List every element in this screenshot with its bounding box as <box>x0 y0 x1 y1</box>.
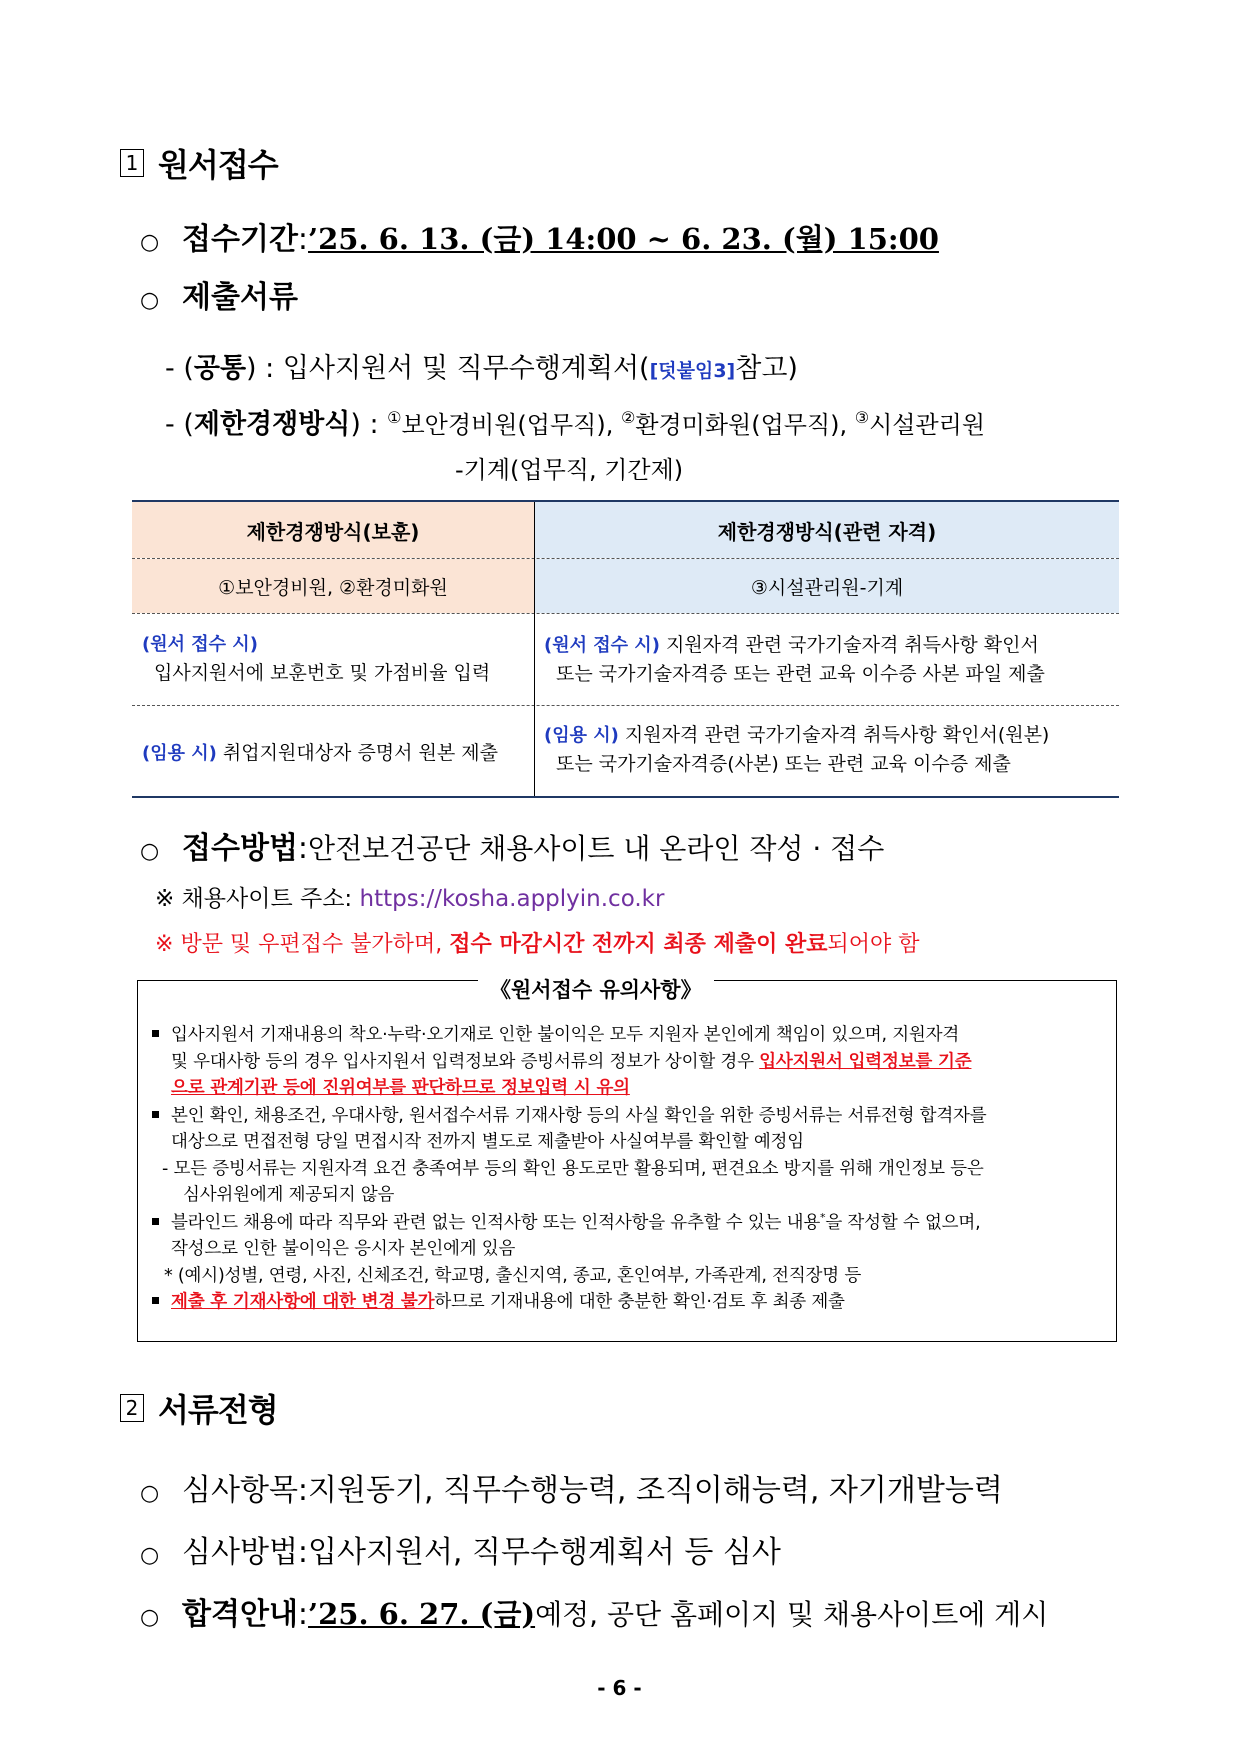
row1-left-text: 입사지원서에 보훈번호 및 가점비율 입력 <box>154 662 491 684</box>
table-header-right: 제한경쟁방식(관련 자격) <box>535 502 1119 558</box>
row1-right-text2: 또는 국가기술자격증 또는 관련 교육 이수증 사본 파일 제출 <box>556 663 1045 685</box>
square-bullet-icon <box>152 1297 159 1304</box>
restricted-item-3: 시설관리원 <box>869 411 986 439</box>
sup-1: ① <box>387 408 402 427</box>
section-number-box: 2 <box>120 1394 144 1422</box>
docs-common-tail: 참고) <box>735 353 798 384</box>
period-line <box>140 214 939 258</box>
method-colon: : <box>297 831 309 866</box>
docs-restricted-label: 제한경쟁방식 <box>193 409 351 440</box>
row2-left-text: 취업지원대상자 증명서 원본 제출 <box>216 742 499 764</box>
row1-left-tag: (원서 접수 시) <box>142 634 258 655</box>
notice-highlight: 으로 관계기관 등에 진위여부를 판단하므로 정보입력 시 유의 <box>171 1078 630 1098</box>
notice-text: 작성으로 인한 불이익은 응시자 본인에게 있음 <box>171 1239 516 1259</box>
table-vertical-rule <box>534 502 535 796</box>
notice-highlight: 입사지원서 입력정보를 기준 <box>759 1052 972 1072</box>
notice-text: 심사위원에게 제공되지 않음 <box>183 1185 395 1205</box>
notice-line <box>152 1209 980 1234</box>
notice-text: - 모든 증빙서류는 지원자격 요건 충족여부 등의 확인 용도로만 활용되며, 편견요소 방지를 위해 개인정보 등은 <box>162 1159 984 1179</box>
row2-right-text2: 또는 국가기술자격증(사본) 또는 관련 교육 이수증 제출 <box>556 753 1011 775</box>
method-value: 안전보건공단 채용사이트 내 온라인 작성 · 접수 <box>308 832 885 865</box>
notice-line <box>152 1102 986 1127</box>
section-number-box: 1 <box>120 149 144 177</box>
sup-2: ② <box>620 408 636 427</box>
notice-line <box>152 1288 845 1313</box>
review-method-value: 입사지원서, 직무수행계획서 등 심사 <box>308 1535 781 1570</box>
notice-line <box>152 1021 959 1046</box>
restricted-item-1: 보안경비원(업무직), <box>401 411 621 439</box>
table-divider <box>132 613 1119 614</box>
notice-text: 블라인드 채용에 따라 직무와 관련 없는 인적사항 또는 인적사항을 유추할 수 있는 내용 <box>171 1213 821 1233</box>
notice-title: 《원서접수 유의사항》 <box>478 975 714 1005</box>
site-label: 채용사이트 주소: <box>181 886 360 912</box>
docs-common-prefix: - ( <box>165 353 194 384</box>
docs-common-line <box>165 346 798 385</box>
note-mark: ※ <box>155 886 182 912</box>
method-line <box>140 823 884 867</box>
docs-restricted-colon: ) : <box>350 409 388 440</box>
docs-restricted-line2: -기계(업무직, 기간제) <box>455 456 684 484</box>
row2-right-cell <box>544 720 1049 776</box>
warning-pre: 방문 및 우편접수 불가하며, <box>180 932 450 957</box>
note-mark: ※ <box>155 932 181 957</box>
row1-right-tag: (원서 접수 시) <box>544 635 660 656</box>
table-divider <box>132 558 1119 559</box>
square-bullet-icon <box>152 1218 159 1225</box>
row1-left-cell <box>142 630 490 685</box>
notice-text: 입사지원서 기재내용의 착오·누락·오기재로 인한 불이익은 모두 지원자 본인에게 책임이 있으며, 지원자격 <box>171 1025 960 1045</box>
table-subheader-left: ①보안경비원, ②환경미화원 <box>132 559 534 613</box>
docs-common-label: 공통 <box>193 353 247 384</box>
section-heading-2 <box>120 1390 278 1429</box>
circle-bullet-icon: ○ <box>140 230 160 255</box>
restricted-docs-table <box>132 500 1119 798</box>
review-items-label: 심사항목 <box>182 1473 298 1508</box>
notice-text: 대상으로 면접전형 당일 면접시작 전까지 별도로 제출받아 사실여부를 확인할 예정임 <box>171 1132 804 1152</box>
notice-text: 본인 확인, 채용조건, 우대사항, 원서접수서류 기재사항 등의 사실 확인을 위한 증빙서류는 서류전형 합격자를 <box>171 1106 987 1126</box>
page-number: - 6 - <box>597 1676 642 1700</box>
review-method-colon: : <box>297 1535 309 1570</box>
row1-right-text1: 지원자격 관련 국가기술자격 취득사항 확인서 <box>659 634 1039 656</box>
period-colon: : <box>297 222 309 257</box>
period-label: 접수기간 <box>182 222 298 257</box>
circle-bullet-icon: ○ <box>140 1543 160 1568</box>
notice-highlight: 제출 후 기재사항에 대한 변경 불가 <box>171 1292 435 1312</box>
section-title: 원서접수 <box>158 146 278 184</box>
warning-line <box>155 927 920 958</box>
period-value: ’25. 6. 13. (금) 14:00 ~ 6. 23. (월) 15:00 <box>308 222 939 256</box>
docs-restricted-line <box>165 402 985 441</box>
docs-line <box>140 272 298 316</box>
row2-right-tag: (임용 시) <box>544 725 619 746</box>
table-header-left: 제한경쟁방식(보훈) <box>132 502 534 558</box>
warning-post: 되어야 함 <box>827 932 920 957</box>
review-method-label: 심사방법 <box>182 1535 298 1570</box>
result-colon: : <box>297 1597 309 1632</box>
method-label: 접수방법 <box>182 831 298 866</box>
result-value: 예정, 공단 홈페이지 및 채용사이트에 게시 <box>535 1598 1049 1631</box>
section-title: 서류전형 <box>158 1391 278 1429</box>
review-items-colon: : <box>297 1473 309 1508</box>
notice-text: 을 작성할 수 없으며, <box>825 1213 981 1233</box>
notice-text: 하므로 기재내용에 대한 충분한 확인·검토 후 최종 제출 <box>434 1292 845 1312</box>
site-line <box>155 880 664 913</box>
review-method-line <box>140 1527 781 1571</box>
row2-left-cell <box>142 738 498 765</box>
notice-footnote: * (예시)성별, 연령, 사진, 신체조건, 학교명, 출신지역, 종교, 혼인여부, 가족관계, 전직장명 등 <box>164 1266 862 1286</box>
row2-right-text1: 지원자격 관련 국가기술자격 취득사항 확인서(원본) <box>618 724 1050 746</box>
result-line <box>140 1589 1048 1633</box>
row2-left-tag: (임용 시) <box>142 743 217 764</box>
circle-bullet-icon: ○ <box>140 1481 160 1506</box>
docs-common-text: ) : 입사지원서 및 직무수행계획서( <box>246 353 650 384</box>
notice-text: 및 우대사항 등의 경우 입사지원서 입력정보와 증빙서류의 정보가 상이할 경우 <box>171 1052 760 1072</box>
result-label: 합격안내 <box>182 1597 298 1632</box>
circle-bullet-icon: ○ <box>140 1605 160 1630</box>
circle-bullet-icon: ○ <box>140 288 160 313</box>
table-subheader-right: ③시설관리원-기계 <box>535 559 1119 613</box>
section-heading-1 <box>120 145 278 184</box>
result-date: ’25. 6. 27. (금) <box>308 1597 536 1631</box>
square-bullet-icon <box>152 1111 159 1118</box>
site-url-link[interactable]: https://kosha.applyin.co.kr <box>359 886 665 912</box>
square-bullet-icon <box>152 1030 159 1037</box>
restricted-item-2: 환경미화원(업무직), <box>635 411 855 439</box>
table-divider <box>132 705 1119 706</box>
attachment-ref: [덧붙임3] <box>649 360 736 382</box>
circle-bullet-icon: ○ <box>140 839 160 864</box>
review-items-value: 지원동기, 직무수행능력, 조직이해능력, 자기개발능력 <box>308 1473 1003 1508</box>
notice-line <box>171 1048 971 1073</box>
sup-3: ③ <box>854 408 870 427</box>
docs-label: 제출서류 <box>182 280 298 315</box>
warning-bold: 접수 마감시간 전까지 최종 제출이 완료 <box>449 932 828 957</box>
docs-restricted-prefix: - ( <box>165 409 194 440</box>
notice-box <box>137 980 1117 1342</box>
review-items-line <box>140 1465 1003 1509</box>
footnote-mark: * <box>820 1211 826 1225</box>
row1-right-cell <box>544 630 1045 686</box>
